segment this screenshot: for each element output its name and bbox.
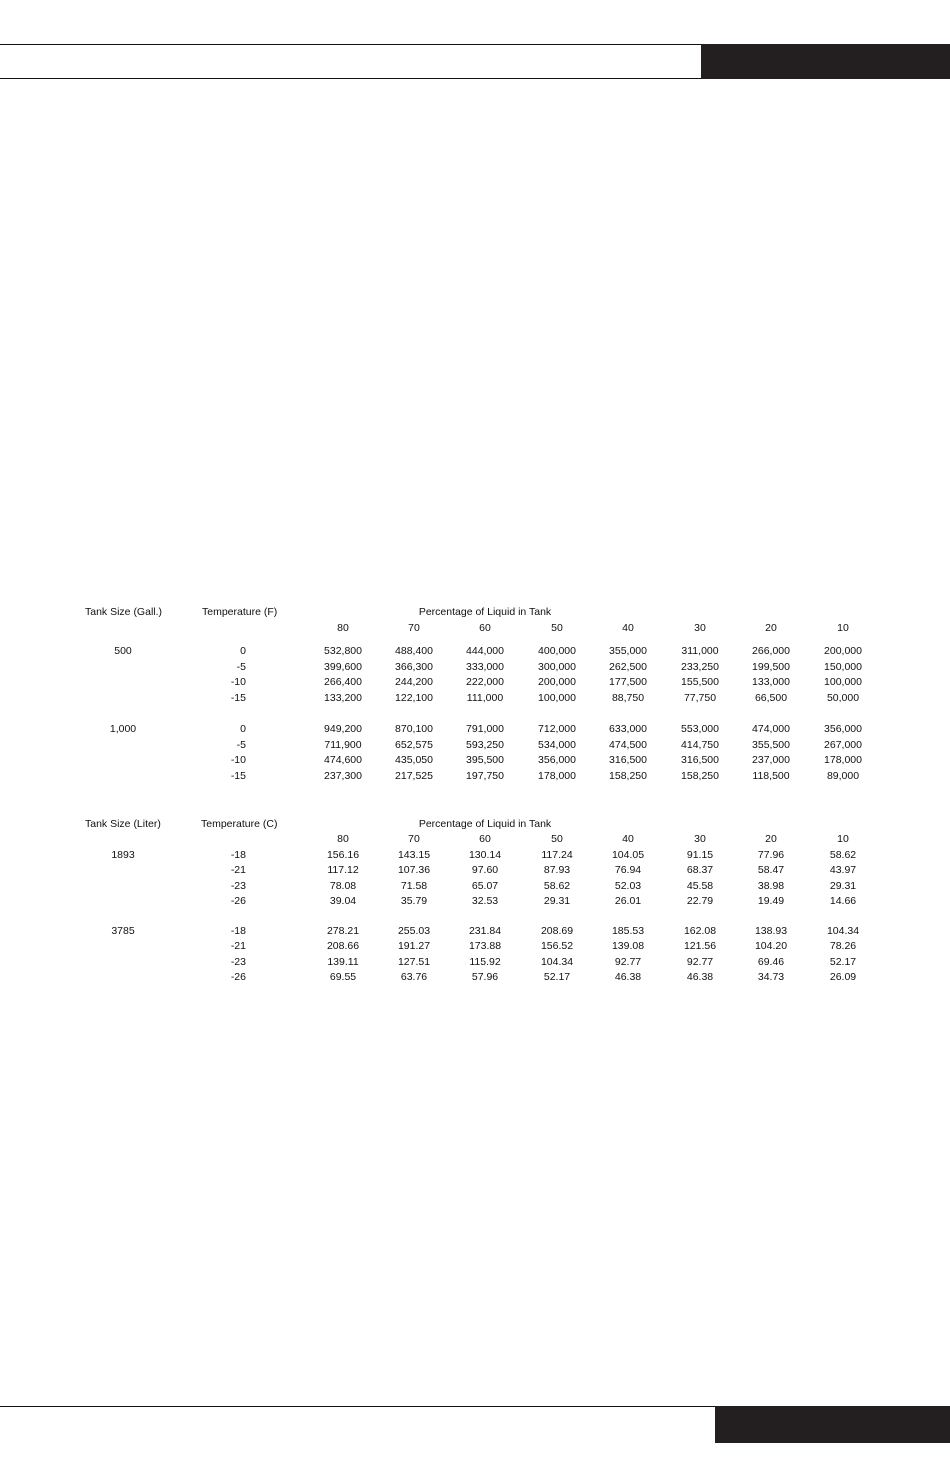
- table-cell: 117.24: [541, 849, 573, 861]
- table-cell: 474,600: [324, 754, 362, 766]
- header-block: [701, 44, 950, 79]
- table-cell: 185.53: [611, 925, 645, 937]
- table-cell: 488,400: [395, 645, 433, 657]
- table-cell: 222,000: [466, 676, 504, 688]
- temperature-cell: 0: [240, 645, 246, 657]
- table-cell: 52.17: [543, 971, 571, 983]
- temperature-cell: -10: [230, 754, 246, 766]
- pct-column-header: 60: [479, 622, 491, 634]
- table-cell: 133,000: [752, 676, 790, 688]
- table-cell: 111,000: [466, 692, 504, 704]
- table-cell: 127.51: [397, 956, 431, 968]
- table-cell: 87.93: [543, 864, 571, 876]
- table-cell: 78.26: [829, 940, 857, 952]
- table-cell: 130.14: [468, 849, 502, 861]
- temperature-cell: -18: [230, 925, 246, 937]
- table-cell: 46.38: [614, 971, 642, 983]
- table-cell: 100,000: [538, 692, 576, 704]
- table-cell: 300,000: [538, 661, 576, 673]
- pct-column-header: 10: [837, 833, 849, 845]
- table-cell: 29.31: [829, 880, 857, 892]
- table-cell: 39.04: [329, 895, 357, 907]
- table-cell: 237,000: [752, 754, 790, 766]
- table-cell: 366,300: [395, 661, 433, 673]
- table-cell: 78.08: [329, 880, 357, 892]
- table-cell: 356,000: [824, 723, 862, 735]
- table-cell: 29.31: [543, 895, 571, 907]
- table-cell: 35.79: [400, 895, 428, 907]
- table-cell: 534,000: [538, 739, 576, 751]
- table-cell: 316,500: [681, 754, 719, 766]
- table-cell: 45.58: [686, 880, 714, 892]
- table-cell: 262,500: [609, 661, 647, 673]
- table-cell: 155,500: [681, 676, 719, 688]
- table-cell: 104.34: [826, 925, 860, 937]
- table-cell: 414,750: [681, 739, 719, 751]
- table-cell: 65.07: [471, 880, 499, 892]
- table-cell: 138.93: [754, 925, 788, 937]
- table-cell: 474,500: [609, 739, 647, 751]
- table-cell: 278.21: [326, 925, 360, 937]
- table-cell: 104.34: [540, 956, 574, 968]
- table-cell: 32.53: [471, 895, 499, 907]
- table-cell: 89,000: [826, 770, 860, 782]
- table-cell: 444,000: [466, 645, 504, 657]
- table-cell: 870,100: [395, 723, 433, 735]
- table-cell: 77.96: [757, 849, 785, 861]
- table-cell: 34.73: [757, 971, 785, 983]
- table-cell: 66,500: [754, 692, 788, 704]
- table-cell: 173.88: [468, 940, 502, 952]
- footer-block: [715, 1406, 950, 1443]
- temperature-cell: -18: [230, 849, 246, 861]
- table-cell: 104.20: [754, 940, 788, 952]
- table-cell: 156.16: [326, 849, 360, 861]
- table-cell: 553,000: [681, 723, 719, 735]
- pct-column-header: 30: [694, 833, 706, 845]
- table-cell: 178,000: [824, 754, 862, 766]
- table-cell: 266,000: [752, 645, 790, 657]
- pct-column-header: 10: [837, 622, 849, 634]
- pct-column-header: 80: [337, 833, 349, 845]
- pct-column-header: 50: [551, 833, 563, 845]
- table-cell: 199,500: [752, 661, 790, 673]
- temperature-cell: -26: [230, 971, 246, 983]
- table-cell: 949,200: [324, 723, 362, 735]
- temperature-cell: -10: [230, 676, 246, 688]
- table-cell: 77,750: [683, 692, 717, 704]
- temperature-cell: -15: [230, 770, 246, 782]
- table-cell: 532,800: [324, 645, 362, 657]
- table-cell: 197,750: [466, 770, 504, 782]
- pct-column-header: 30: [694, 622, 706, 634]
- table-cell: 158,250: [609, 770, 647, 782]
- table-cell: 63.76: [400, 971, 428, 983]
- table-cell: 400,000: [538, 645, 576, 657]
- table-cell: 158,250: [681, 770, 719, 782]
- table-cell: 58.62: [543, 880, 571, 892]
- table-cell: 355,500: [752, 739, 790, 751]
- table-cell: 156.52: [540, 940, 574, 952]
- table-cell: 208.66: [326, 940, 360, 952]
- pct-column-header: 70: [408, 622, 420, 634]
- table-cell: 117.12: [327, 864, 359, 876]
- table-cell: 121.56: [683, 940, 717, 952]
- table-cell: 139.08: [611, 940, 645, 952]
- table-cell: 52.03: [614, 880, 642, 892]
- temperature-cell: 0: [240, 723, 246, 735]
- header-rule-bottom: [0, 78, 702, 79]
- table-cell: 217,525: [395, 770, 433, 782]
- table-cell: 69.55: [329, 971, 357, 983]
- table-cell: 22.79: [686, 895, 714, 907]
- pct-column-header: 70: [408, 833, 420, 845]
- table-cell: 92.77: [686, 956, 714, 968]
- temperature-cell: -5: [236, 661, 246, 673]
- table-cell: 267,000: [824, 739, 862, 751]
- table-cell: 104.05: [611, 849, 645, 861]
- tank-size-label: 3785: [111, 925, 135, 937]
- table-cell: 100,000: [824, 676, 862, 688]
- temperature-cell: -21: [230, 864, 246, 876]
- table-cell: 593,250: [466, 739, 504, 751]
- table-cell: 92.77: [614, 956, 642, 968]
- pct-header: Percentage of Liquid in Tank: [418, 818, 552, 830]
- temp-header: Temperature (C): [201, 818, 278, 830]
- table-cell: 150,000: [824, 661, 862, 673]
- table-cell: 311,000: [681, 645, 719, 657]
- temperature-cell: -5: [236, 739, 246, 751]
- table-cell: 255.03: [397, 925, 431, 937]
- pct-column-header: 40: [622, 833, 634, 845]
- table-cell: 50,000: [826, 692, 860, 704]
- pct-column-header: 80: [337, 622, 349, 634]
- table-cell: 14.66: [829, 895, 857, 907]
- table-cell: 57.96: [471, 971, 499, 983]
- size-header: Tank Size (Liter): [85, 818, 161, 830]
- table-cell: 399,600: [324, 661, 362, 673]
- table-cell: 435,050: [395, 754, 433, 766]
- table-cell: 316,500: [609, 754, 647, 766]
- table-cell: 191.27: [397, 940, 431, 952]
- table-cell: 178,000: [538, 770, 576, 782]
- table-cell: 97.60: [471, 864, 499, 876]
- table-cell: 200,000: [824, 645, 862, 657]
- temperature-cell: -26: [230, 895, 246, 907]
- table-cell: 118,500: [752, 770, 790, 782]
- table-cell: 71.58: [400, 880, 428, 892]
- table-cell: 46.38: [686, 971, 714, 983]
- table-cell: 791,000: [466, 723, 504, 735]
- pct-column-header: 40: [622, 622, 634, 634]
- table-cell: 474,000: [752, 723, 790, 735]
- table-cell: 208.69: [540, 925, 574, 937]
- table-cell: 162.08: [683, 925, 717, 937]
- table-cell: 633,000: [609, 723, 647, 735]
- table-cell: 652,575: [395, 739, 433, 751]
- table-cell: 69.46: [757, 956, 785, 968]
- table-cell: 333,000: [466, 661, 504, 673]
- table-cell: 395,500: [466, 754, 504, 766]
- table-cell: 19.49: [757, 895, 785, 907]
- pct-header: Percentage of Liquid in Tank: [418, 606, 552, 618]
- table-cell: 139.11: [327, 956, 359, 968]
- table-cell: 200,000: [538, 676, 576, 688]
- table-cell: 107.36: [397, 864, 431, 876]
- temperature-cell: -21: [230, 940, 246, 952]
- pct-column-header: 20: [765, 622, 777, 634]
- pct-column-header: 20: [765, 833, 777, 845]
- table-cell: 52.17: [829, 956, 857, 968]
- temperature-cell: -23: [230, 956, 246, 968]
- table-cell: 122,100: [395, 692, 433, 704]
- table-cell: 68.37: [686, 864, 714, 876]
- pct-column-header: 50: [551, 622, 563, 634]
- table-cell: 115.92: [469, 956, 501, 968]
- temperature-cell: -23: [230, 880, 246, 892]
- size-header: Tank Size (Gall.): [85, 606, 163, 618]
- table-cell: 231.84: [468, 925, 502, 937]
- table-cell: 237,300: [324, 770, 362, 782]
- table-cell: 233,250: [681, 661, 719, 673]
- tank-size-label: 500: [114, 645, 132, 657]
- temp-header: Temperature (F): [202, 606, 278, 618]
- table-cell: 76.94: [614, 864, 642, 876]
- table-cell: 43.97: [829, 864, 857, 876]
- table-cell: 58.62: [829, 849, 857, 861]
- table-cell: 38.98: [757, 880, 785, 892]
- table-cell: 244,200: [395, 676, 433, 688]
- table-cell: 88,750: [611, 692, 645, 704]
- table-cell: 177,500: [609, 676, 647, 688]
- table-cell: 356,000: [538, 754, 576, 766]
- table-cell: 266,400: [324, 676, 362, 688]
- table-cell: 26.09: [829, 971, 857, 983]
- table-cell: 143.15: [397, 849, 431, 861]
- header-rule: [0, 44, 702, 45]
- table-cell: 91.15: [686, 849, 714, 861]
- table-cell: 58.47: [757, 864, 785, 876]
- temperature-cell: -15: [230, 692, 246, 704]
- table-cell: 355,000: [609, 645, 647, 657]
- table-cell: 711,900: [324, 739, 362, 751]
- table-cell: 26.01: [614, 895, 642, 907]
- pct-column-header: 60: [479, 833, 491, 845]
- tank-size-label: 1893: [111, 849, 135, 861]
- table-cell: 712,000: [538, 723, 576, 735]
- table-cell: 133,200: [324, 692, 362, 704]
- tank-size-label: 1,000: [109, 723, 137, 735]
